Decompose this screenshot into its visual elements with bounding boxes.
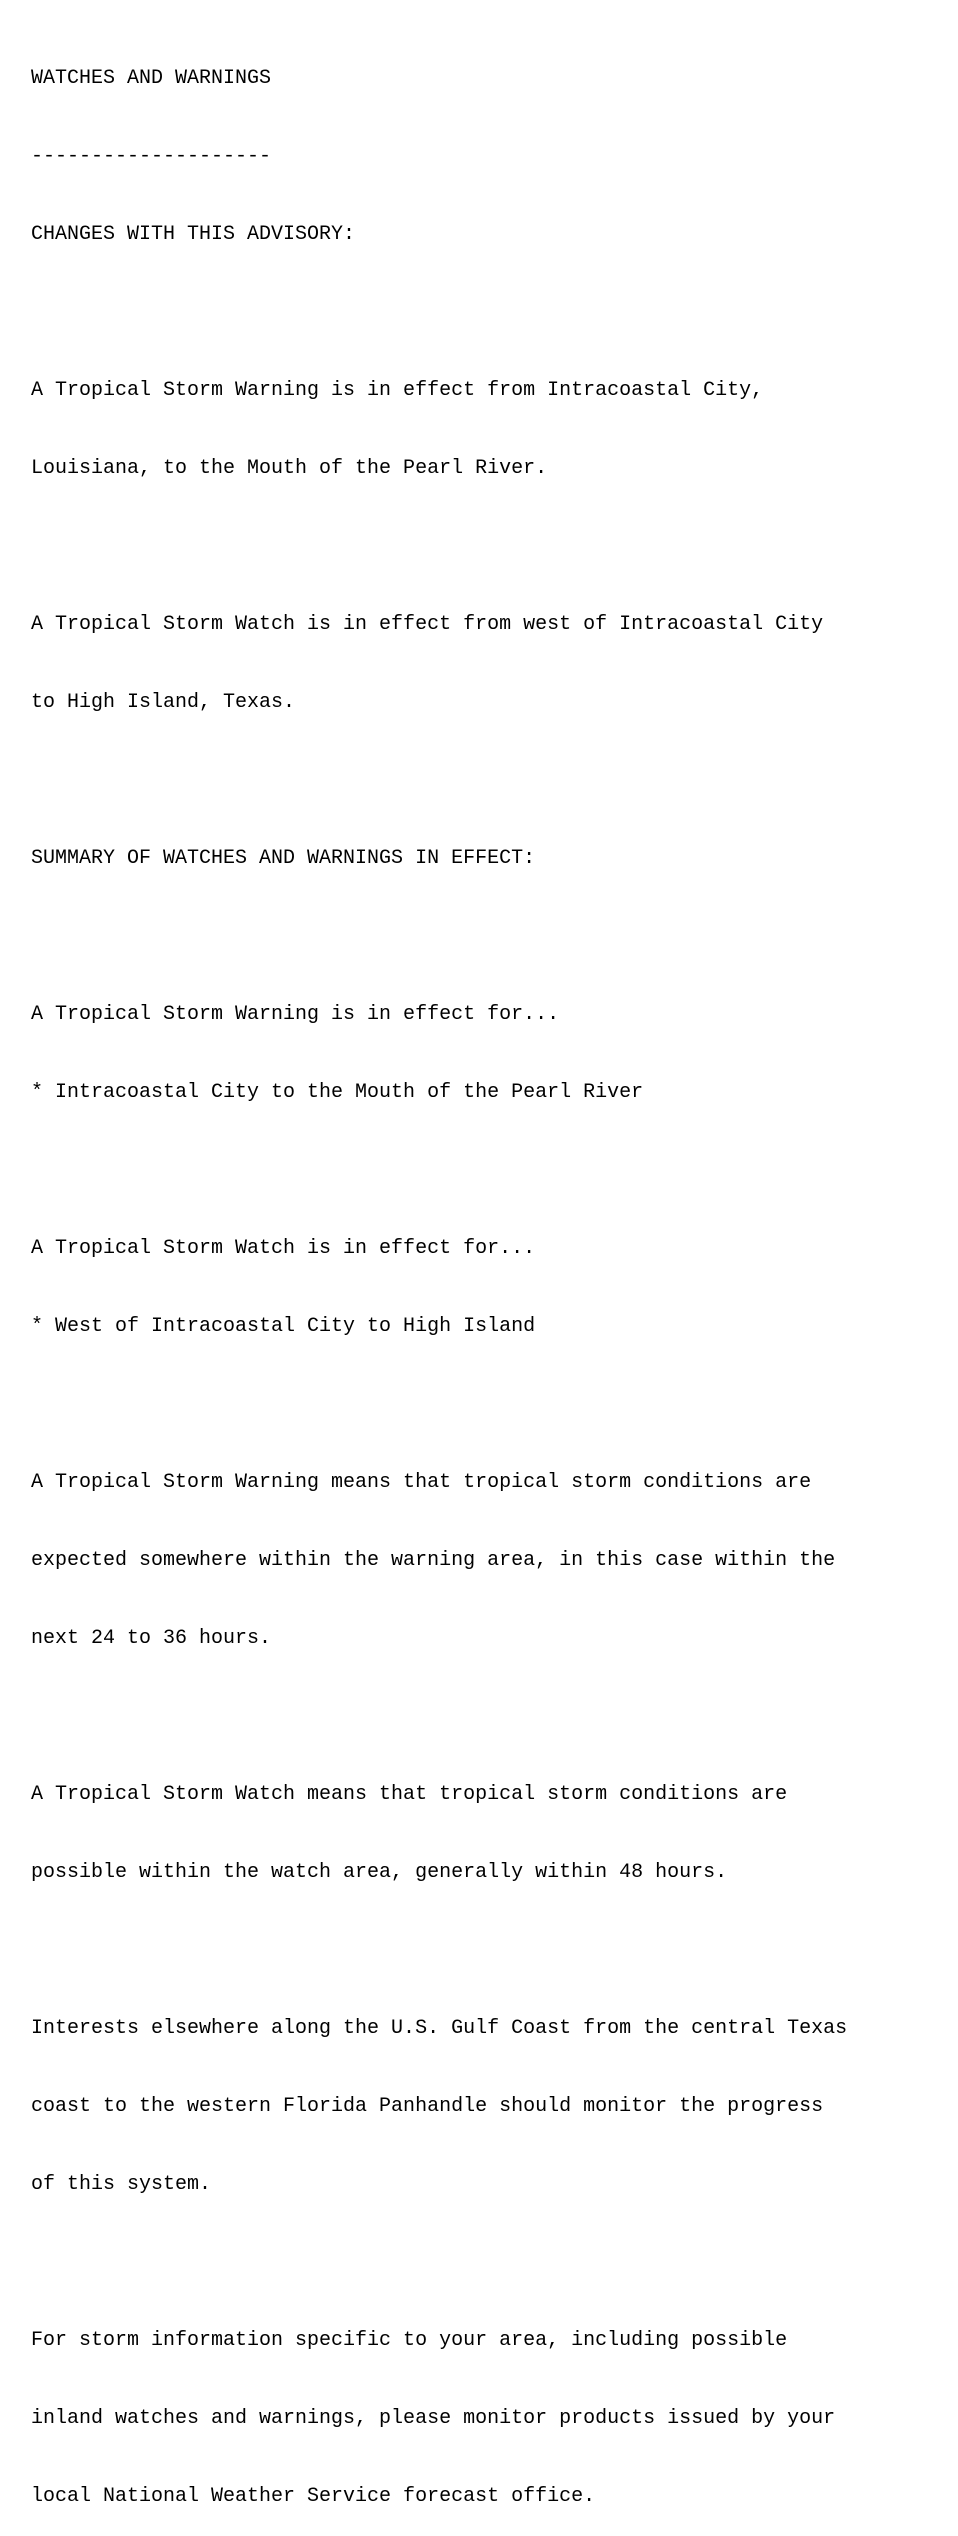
blank-line <box>31 1704 951 1730</box>
text-line: A Tropical Storm Watch is in effect from west of Intracoastal City <box>31 613 824 636</box>
section-heading: WATCHES AND WARNINGS <box>31 67 272 90</box>
subsection-heading-summary: SUMMARY OF WATCHES AND WARNINGS IN EFFECT: <box>31 847 536 870</box>
blank-line <box>31 2250 951 2276</box>
text-line: next 24 to 36 hours. <box>31 1627 272 1650</box>
text-line: A Tropical Storm Warning means that tropical storm conditions are <box>31 1471 812 1494</box>
bullet-item: * Intracoastal City to the Mouth of the Pearl River <box>31 1081 644 1104</box>
text-line: inland watches and warnings, please monitor products issued by your <box>31 2407 836 2430</box>
blank-line <box>31 768 951 794</box>
blank-line <box>31 300 951 326</box>
blank-line <box>31 1158 951 1184</box>
heading-underline: -------------------- <box>31 145 272 168</box>
text-line: A Tropical Storm Warning is in effect for... <box>31 1003 560 1026</box>
blank-line <box>31 924 951 950</box>
text-line: Louisiana, to the Mouth of the Pearl River. <box>31 457 548 480</box>
blank-line <box>31 534 951 560</box>
text-line: possible within the watch area, generally within 48 hours. <box>31 1861 728 1884</box>
text-line: to High Island, Texas. <box>31 691 296 714</box>
blank-line <box>31 1392 951 1418</box>
blank-line <box>31 1938 951 1964</box>
advisory-text-block <box>31 14 951 2536</box>
text-line: local National Weather Service forecast office. <box>31 2485 596 2508</box>
text-line: Interests elsewhere along the U.S. Gulf Coast from the central Texas <box>31 2017 848 2040</box>
text-line: A Tropical Storm Watch is in effect for... <box>31 1237 536 1260</box>
text-line: coast to the western Florida Panhandle should monitor the progress <box>31 2095 824 2118</box>
bullet-item: * West of Intracoastal City to High Island <box>31 1315 536 1338</box>
text-line: A Tropical Storm Watch means that tropical storm conditions are <box>31 1783 788 1806</box>
text-line: expected somewhere within the warning area, in this case within the <box>31 1549 836 1572</box>
text-line: For storm information specific to your area, including possible <box>31 2329 788 2352</box>
text-line: of this system. <box>31 2173 212 2196</box>
text-line: A Tropical Storm Warning is in effect from Intracoastal City, <box>31 379 764 402</box>
subsection-heading-changes: CHANGES WITH THIS ADVISORY: <box>31 223 356 246</box>
